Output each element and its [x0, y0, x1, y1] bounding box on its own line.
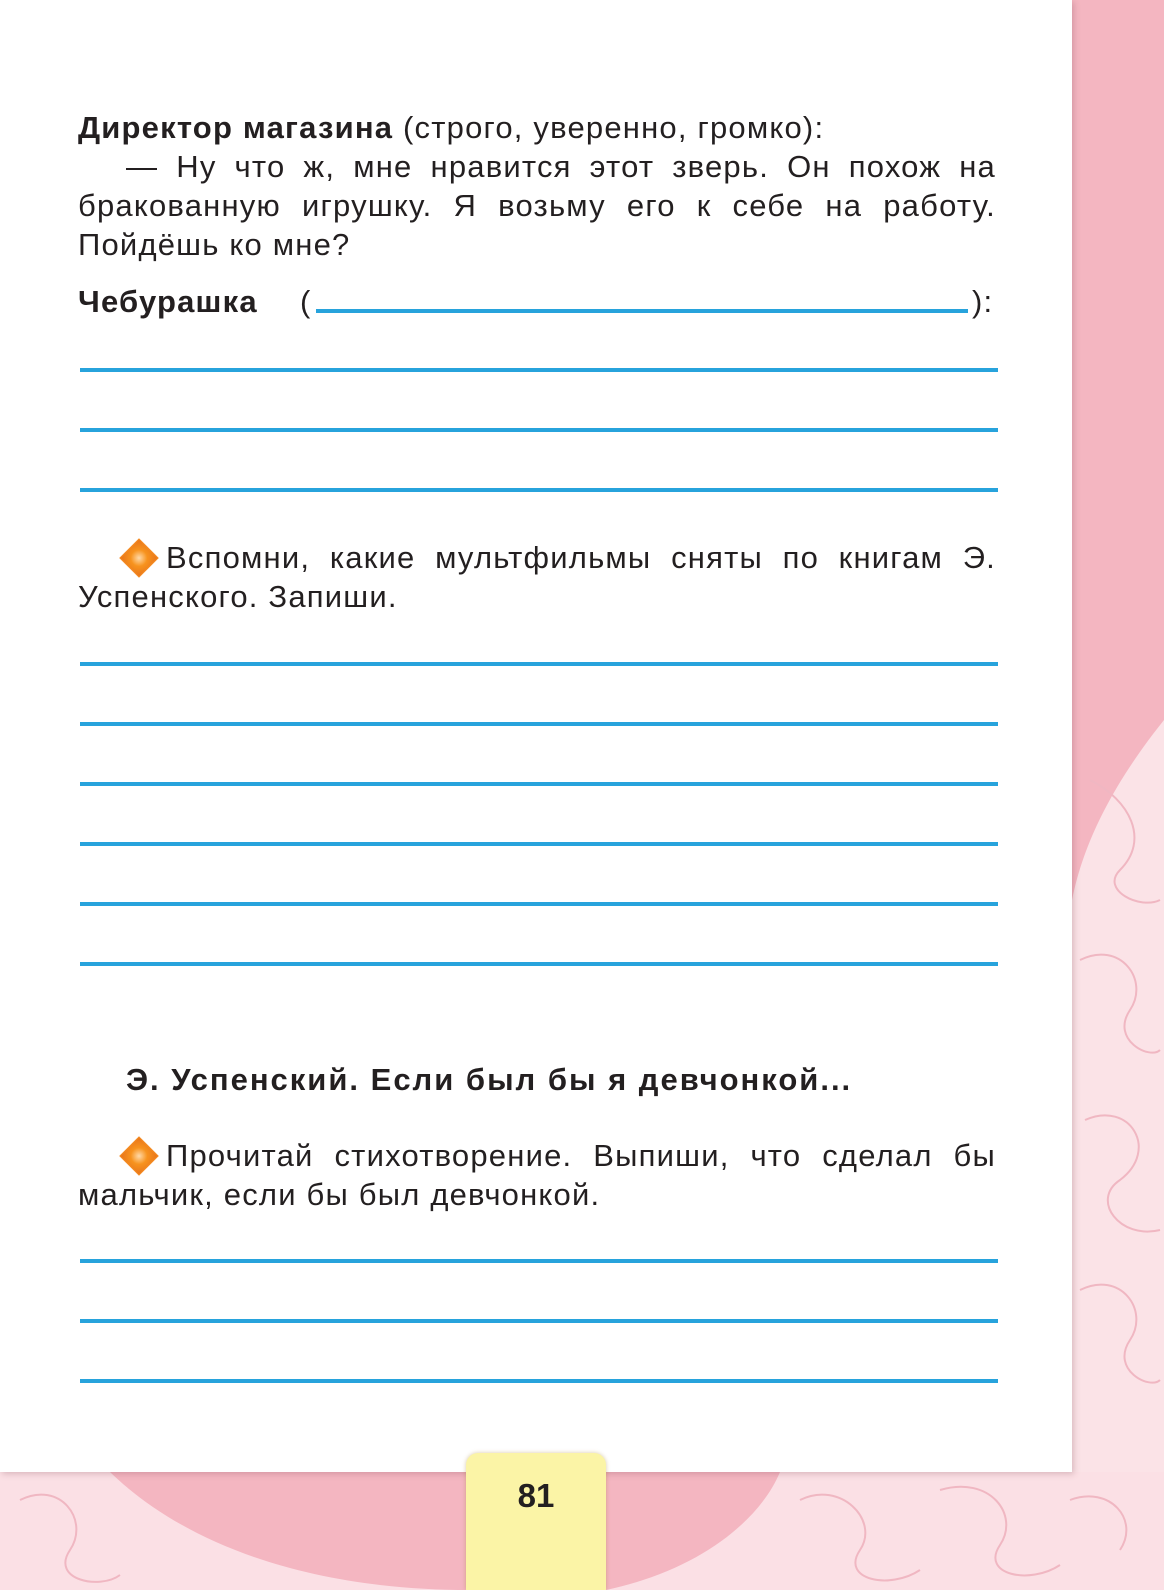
- cheburashka-name: Чебурашка: [78, 284, 258, 319]
- answer-line[interactable]: [80, 428, 998, 432]
- task-poem-text: Прочитай стихотворение. Выпиши, что сделал бы мальчик, если бы был девчонкой.: [78, 1138, 996, 1212]
- task-cartoons-text: Вспомни, какие мультфильмы сняты по книгам Э. Успенского. Запиши.: [78, 540, 996, 614]
- task-diamond-icon: [121, 1138, 158, 1175]
- director-manner: (строго, уверенно, громко):: [393, 110, 825, 145]
- director-line-header: [78, 108, 996, 147]
- answer-line[interactable]: [80, 1379, 998, 1383]
- manner-answer-line[interactable]: [316, 309, 968, 313]
- answer-line[interactable]: [80, 662, 998, 666]
- director-speech: — Ну что ж, мне нравится этот зверь. Он похож на бракованную игрушку. Я возьму его к себе на работу. Пойдёшь ко мне?: [78, 149, 996, 262]
- poem-heading: Э. Успенский. Если был бы я девчонкой...: [126, 1062, 853, 1097]
- close-paren: ):: [972, 284, 994, 319]
- task-cartoons: [78, 538, 996, 616]
- answer-line[interactable]: [80, 488, 998, 492]
- answer-line[interactable]: [80, 902, 998, 906]
- open-paren: (: [300, 284, 312, 319]
- task-diamond-icon: [121, 540, 158, 577]
- answer-line[interactable]: [80, 722, 998, 726]
- answer-line[interactable]: [80, 782, 998, 786]
- answer-line[interactable]: [80, 1259, 998, 1263]
- answer-line[interactable]: [80, 368, 998, 372]
- answer-line[interactable]: [80, 842, 998, 846]
- page-number: 81: [466, 1453, 606, 1590]
- answer-line[interactable]: [80, 1319, 998, 1323]
- answer-line[interactable]: [80, 962, 998, 966]
- director-name: Директор магазина: [78, 110, 394, 145]
- task-poem: [78, 1136, 996, 1214]
